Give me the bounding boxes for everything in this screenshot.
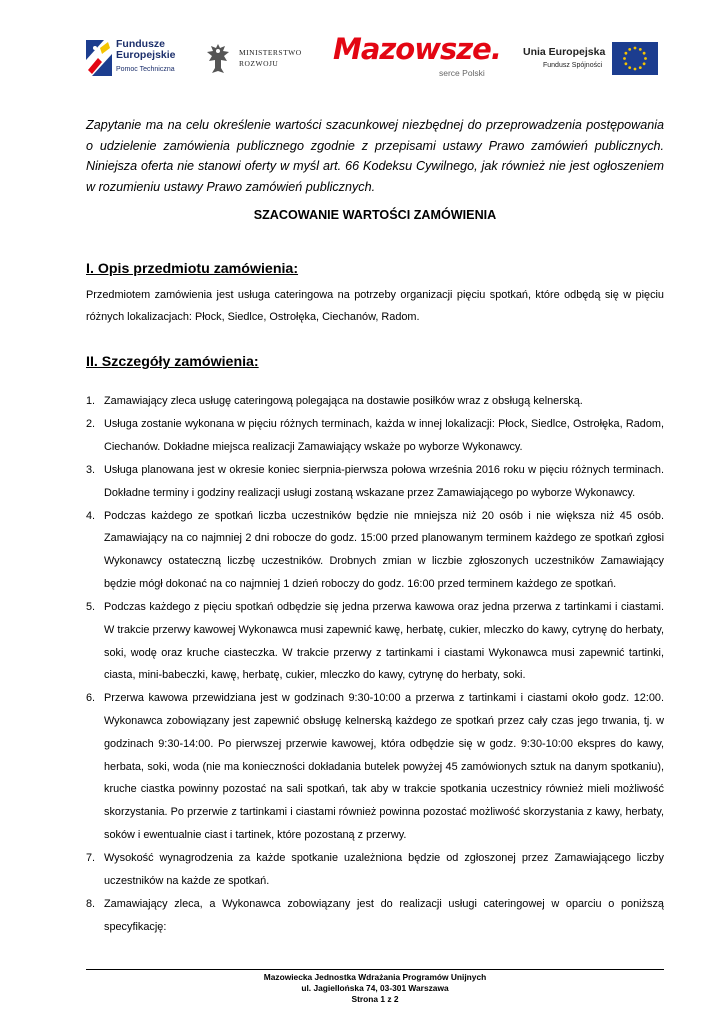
eagle-emblem-icon — [205, 42, 231, 76]
ministerstwo-name: MINISTERSTWO ROZWOJU — [239, 48, 302, 68]
document-body — [86, 115, 664, 933]
list-item: 5. Podczas każdego z pięciu spotkań odbędzie się jedna przerwa kawowa oraz jedna przerwa z tartinkami i ciastami. W trakcie przerwy kawowej Wykonawca musi zapewnić kawę, herbatę, cukier, mleczko do kawy, cytrynę do herbaty, soki, wodę oraz kruche ciasteczka. W trakcie przerwy z tartinkami i ciastami Wykonawca musi zapewnić tartinki, ciasta, mini-babeczki, kawę, herbatę, cukier, mleczko do kawy, cytrynę do herbaty, soki. — [86, 600, 664, 682]
ministerstwo-rozwoju-logo — [205, 42, 315, 78]
list-item: 1. Zamawiający zleca usługę cateringową polegająca na dostawie posiłków wraz z obsługą kelnerską. — [86, 395, 583, 407]
ue-name: Unia Europejska — [523, 46, 606, 58]
section1-text: Przedmiotem zamówienia jest usługa cateringowa na potrzeby organizacji pięciu spotkań, które odbędą się w pięciu różnych lokalizacjach: Płock, Siedlce, Ostrołęka, Ciechanów, Radom. — [86, 289, 664, 323]
footer-organization: Mazowiecka Jednostka Wdrażania Programów Unijnych — [263, 972, 487, 982]
unia-europejska-logo — [523, 42, 663, 82]
list-item: 7. Wysokość wynagrodzenia za każde spotkanie uzależniona będzie od zgłoszonej przez Zamawiającego liczby uczestników na każde ze spotkań. — [86, 852, 664, 887]
ue-fund: Fundusz Spójności — [543, 62, 603, 69]
list-item: 6. Przerwa kawowa przewidziana jest w godzinach 9:30-10:00 a przerwa z tartinkami i ciastami około godz. 12:00. Wykonawca zobowiązany jest zapewnić obsługę kelnerską każdego ze spotkań przez cały czas jego trwania, tj. w godzinach 9:30-14:00. Po pierwszej przerwie kawowej, która odbędzie się w godz. 9:30-10:00 ekspres do kawy, herbata, soki, woda (nie ma konieczności dokładania butelek powyżej 45 zamówionych sztuk na danym spotkaniu), kruche ciastka powinny pozostać na sali spotkań, tak aby w trakcie spotkania uczestnicy również mieli możliwość skorzystania. Po przerwie z tartinkami i ciastami również powinna pozostać możliwość skorzystania z kawy, herbaty, soków i ewentualnie ciast i tartinek, które pozostaną z przerwy. — [86, 692, 664, 842]
mazowsze-wordmark: Mazowsze. — [333, 32, 501, 66]
mazowsze-logo — [333, 32, 501, 82]
section1-heading: I. Opis przedmiotu zamówienia: — [86, 261, 299, 277]
intro-paragraph: Zapytanie ma na celu określenie wartości szacunkowej niezbędnej do przeprowadzenia postępowania o udzielenie zamówienia publicznego zgodnie z przepisami ustawy Prawo zamówień publicznych. Niniejsza oferta nie stanowi oferty w myśl art. 66 Kodeksu Cywilnego, jak również nie jest ogłoszeniem w rozumieniu ustawy Prawo zamówień publicznych. — [86, 118, 664, 194]
details-list — [86, 390, 664, 939]
fe-subtitle: Pomoc Techniczna — [116, 66, 175, 73]
logo-bar — [0, 32, 725, 86]
fe-flag-icon — [86, 40, 112, 76]
fe-name: Fundusze Europejskie — [116, 38, 176, 61]
section2-heading: II. Szczegóły zamówienia: — [86, 354, 259, 370]
list-item: 2. Usługa zostanie wykonana w pięciu różnych terminach, każda w innej lokalizacji: Płock, Siedlce, Ostrołęka, Radom, Ciechanów. Dokładne miejsca realizacji Zamawiający wskaże po wyborze Wykonawcy. — [86, 417, 664, 453]
footer-address: ul. Jagiellońska 74, 03-301 Warszawa — [301, 983, 449, 993]
mazowsze-tagline: serce Polski — [439, 68, 485, 78]
document-title: SZACOWANIE WARTOŚCI ZAMÓWIENIA — [253, 208, 497, 222]
list-item: 4. Podczas każdego ze spotkań liczba uczestników będzie nie mniejsza niż 20 osób i nie większa niż 45 osób. Zamawiający na co najmniej 2 dni robocze do godz. 15:00 przed planowanym terminem każdego ze spotkań zgłosi Wykonawcy ostateczną liczbę uczestników. Drobnych zmian w liczbie zgłoszonych uczestników Zamawiający będzie mógł dokonać na co najmniej 1 dzień roboczy do godz. 16:00 przed terminem każdego ze spotkań. — [86, 509, 664, 590]
list-item: 8. Zamawiający zleca, a Wykonawca zobowiązany jest do realizacji usługi cateringowej w oparciu o poniższą specyfikację: — [86, 897, 664, 933]
page-number: Strona 1 z 2 — [351, 994, 399, 1004]
page-footer — [86, 969, 664, 1005]
fundusze-europejskie-logo — [86, 38, 186, 80]
list-item: 3. Usługa planowana jest w okresie koniec sierpnia-pierwsza połowa września 2016 roku w pięciu różnych terminach. Dokładne terminy i godziny realizacji usługi zostaną wskazane przez Zamawiającego po wyborze Wykonawcy. — [86, 463, 664, 499]
eu-flag-icon — [612, 42, 658, 75]
